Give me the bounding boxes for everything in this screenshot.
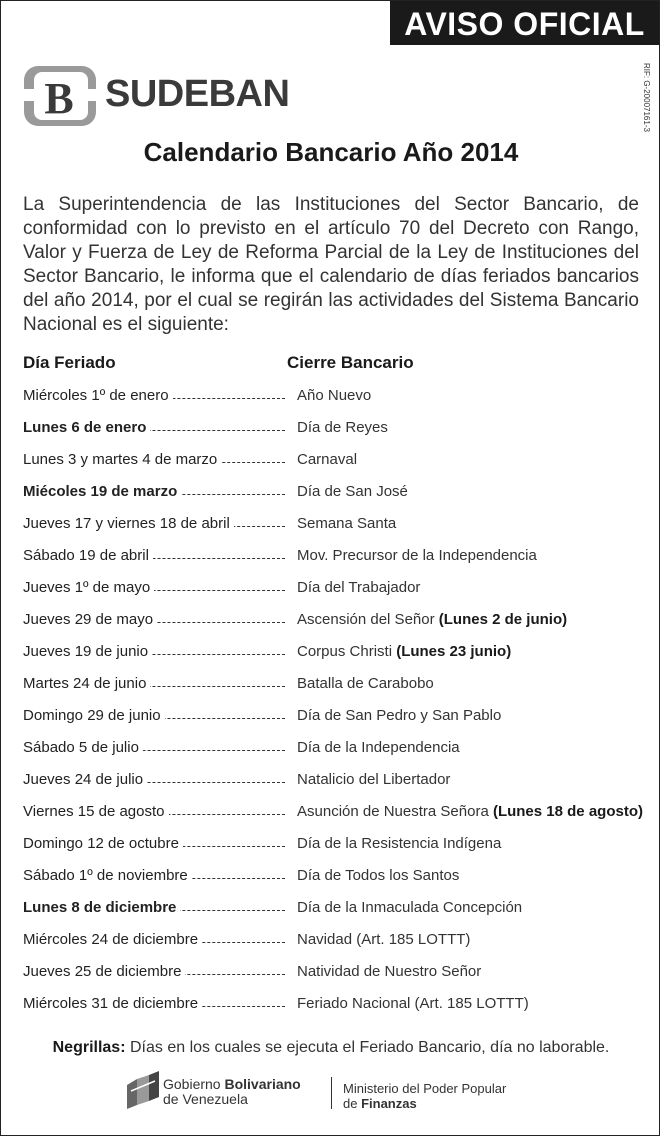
government-name: Gobierno Bolivariano de Venezuela (163, 1076, 301, 1107)
holiday-date: Viernes 15 de agosto (23, 803, 169, 820)
closure-name: Día de San Pedro y San Pablo (297, 707, 502, 724)
holiday-row (23, 925, 643, 957)
bank-closure (297, 899, 522, 916)
holiday-date: Miércoles 1º de enero (23, 387, 173, 404)
holiday-row (23, 605, 643, 637)
holiday-row (23, 733, 643, 765)
holiday-row (23, 861, 643, 893)
bank-closure (297, 931, 470, 948)
holiday-date: Domingo 29 de junio (23, 707, 165, 724)
holiday-row (23, 477, 643, 509)
holiday-date: Miécoles 19 de marzo (23, 483, 181, 500)
bank-closure (297, 835, 501, 852)
notice-banner: AVISO OFICIAL (390, 1, 659, 45)
holiday-date: Jueves 17 y viernes 18 de abril (23, 515, 234, 532)
holiday-row (23, 637, 643, 669)
closure-name: Carnaval (297, 451, 358, 468)
holiday-date: Jueves 29 de mayo (23, 611, 157, 628)
bank-closure (297, 419, 388, 436)
bank-closure (297, 995, 529, 1012)
closure-name: Día de Reyes (297, 419, 388, 436)
bank-closure (297, 771, 450, 788)
note-label: Negrillas: (52, 1039, 126, 1056)
holiday-date: Jueves 25 de diciembre (23, 963, 185, 980)
holiday-date: Sábado 19 de abril (23, 547, 153, 564)
holiday-row (23, 829, 643, 861)
bank-closure (297, 867, 459, 884)
note-text: Días en los cuales se ejecuta el Feriado Bancario, día no laborable. (125, 1039, 610, 1056)
holiday-date: Jueves 19 de junio (23, 643, 152, 660)
closure-name: Corpus Christi (297, 643, 397, 660)
holiday-date: Lunes 6 de enero (23, 419, 150, 436)
holiday-date: Miércoles 24 de diciembre (23, 931, 202, 948)
holiday-row (23, 701, 643, 733)
closure-name: Día de la Independencia (297, 739, 460, 756)
holiday-row (23, 573, 643, 605)
column-header-day: Día Feriado (23, 353, 116, 372)
closure-name: Día de la Inmaculada Concepción (297, 899, 523, 916)
footer-divider (331, 1077, 332, 1109)
closure-name: Ascensión del Señor (297, 611, 439, 628)
closure-name: Natalicio del Libertador (297, 771, 451, 788)
closure-name: Batalla de Carabobo (297, 675, 434, 692)
bank-closure (297, 707, 501, 724)
holiday-date: Jueves 1º de mayo (23, 579, 154, 596)
holiday-row (23, 509, 643, 541)
bank-closure (297, 643, 511, 660)
bank-closure (297, 451, 357, 468)
holiday-row (23, 989, 643, 1021)
closure-name: Día de la Resistencia Indígena (297, 835, 502, 852)
holiday-list (23, 381, 643, 1021)
bank-closure (297, 611, 567, 628)
logo-letter: B (44, 74, 74, 123)
holiday-row (23, 797, 643, 829)
holiday-date: Miércoles 31 de diciembre (23, 995, 202, 1012)
holiday-row (23, 765, 643, 797)
bank-closure (297, 483, 408, 500)
closure-moved-date: (Lunes 23 junio) (396, 643, 512, 660)
holiday-row (23, 669, 643, 701)
closure-name: Año Nuevo (297, 387, 372, 404)
holiday-date: Lunes 8 de diciembre (23, 899, 180, 916)
bank-closure (297, 579, 420, 596)
holiday-row (23, 957, 643, 989)
holiday-date: Jueves 24 de julio (23, 771, 147, 788)
holiday-date: Lunes 3 y martes 4 de marzo (23, 451, 221, 468)
closure-name: Asunción de Nuestra Señora (297, 803, 493, 820)
closure-name: Navidad (Art. 185 LOTTT) (297, 931, 471, 948)
venezuela-flag-icon (125, 1071, 161, 1111)
holiday-row (23, 381, 643, 413)
rif-code: RIF: G-20007161-3 (642, 63, 651, 132)
bold-legend-note (1, 1039, 660, 1057)
closure-name: Día de Todos los Santos (297, 867, 460, 884)
closure-name: Semana Santa (297, 515, 397, 532)
holiday-row (23, 893, 643, 925)
holiday-row (23, 413, 643, 445)
intro-paragraph: La Superintendencia de las Instituciones del Sector Bancario, de conformidad con lo previsto en el artículo 70 del Decreto con Rango, Valor y Fuerza de Ley de Reforma Parcial de la Ley de Instituciones del Sector Bancario, le informa que el calendario de días feriados bancarios del año 2014, por el cual se regirán las actividades del Sistema Bancario Nacional es el siguiente: (23, 194, 639, 335)
bank-closure (297, 739, 460, 756)
bank-closure (297, 803, 643, 820)
bank-closure (297, 515, 396, 532)
closure-moved-date: (Lunes 18 de agosto) (492, 803, 643, 820)
column-header-closure: Cierre Bancario (287, 353, 414, 372)
holiday-date: Sábado 5 de julio (23, 739, 143, 756)
closure-moved-date: (Lunes 2 de junio) (438, 611, 568, 628)
closure-name: Natividad de Nuestro Señor (297, 963, 482, 980)
holiday-date: Martes 24 de junio (23, 675, 150, 692)
bank-closure (297, 387, 371, 404)
ministry-name: Ministerio del Poder Popular de Finanzas (343, 1081, 507, 1111)
page-title: Calendario Bancario Año 2014 (143, 137, 519, 167)
government-footer (125, 1069, 545, 1117)
closure-name: Día del Trabajador (297, 579, 421, 596)
holiday-row (23, 541, 643, 573)
holiday-row (23, 445, 643, 477)
closure-name: Día de San José (297, 483, 408, 500)
holiday-date: Sábado 1º de noviembre (23, 867, 192, 884)
bank-closure (297, 963, 481, 980)
logo-text: SUDEBAN (105, 73, 290, 115)
bank-closure (297, 547, 537, 564)
closure-name: Feriado Nacional (Art. 185 LOTTT) (297, 995, 529, 1012)
bank-closure (297, 675, 434, 692)
holiday-date: Domingo 12 de octubre (23, 835, 183, 852)
closure-name: Mov. Precursor de la Independencia (297, 547, 537, 564)
